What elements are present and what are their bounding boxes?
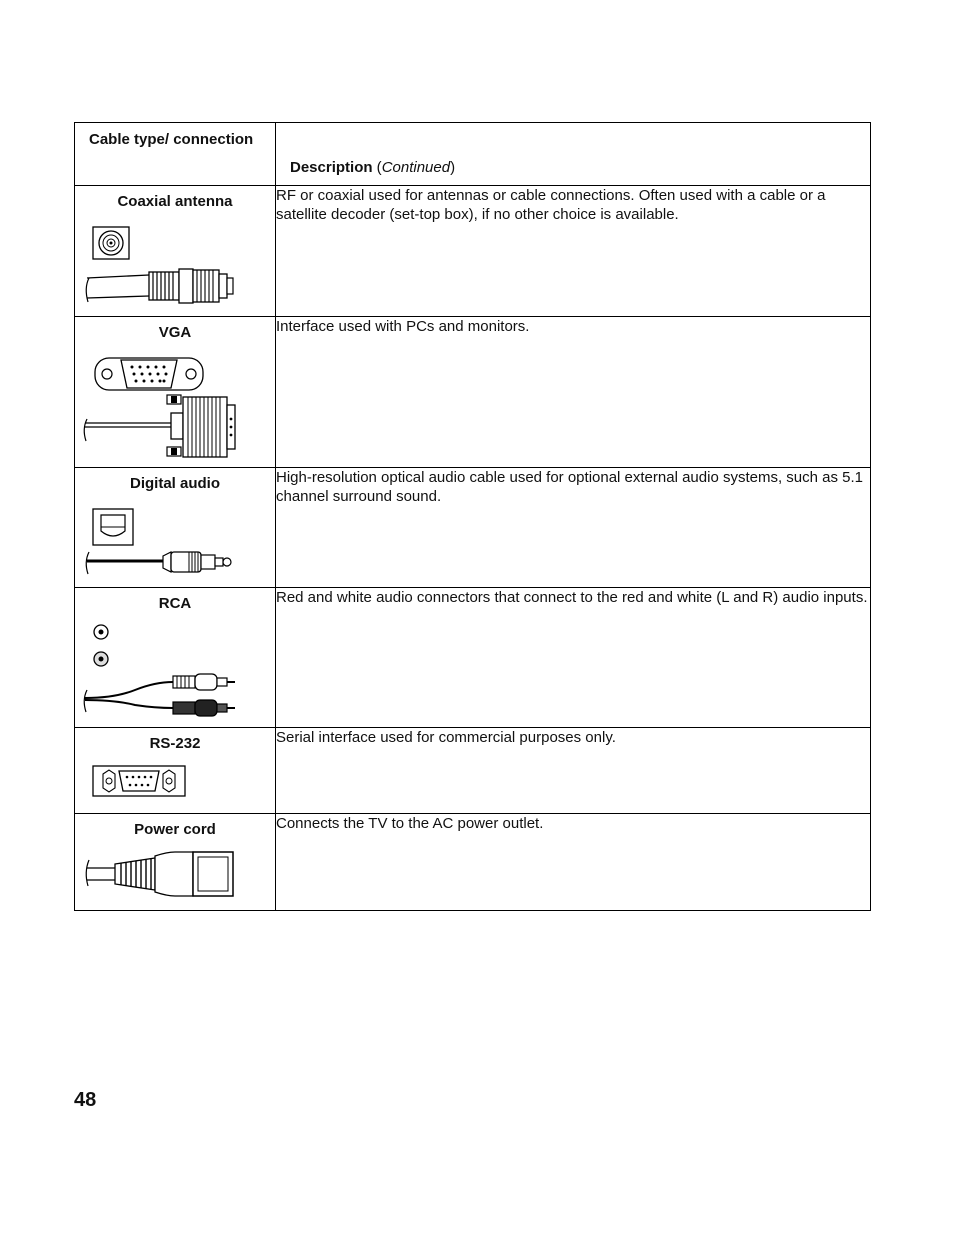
cable-type-cell xyxy=(75,468,276,588)
description-text: Connects the TV to the AC power outlet. xyxy=(276,815,544,832)
description-cell xyxy=(276,468,871,588)
cable-type-cell xyxy=(75,317,276,468)
description-header-label: Description xyxy=(290,159,373,176)
cable-type-label: Power cord xyxy=(134,821,216,838)
header-paren-open: ( xyxy=(372,159,382,176)
column-header-cable-type xyxy=(75,123,276,186)
header-paren-close: ) xyxy=(450,159,456,176)
description-text: Interface used with PCs and monitors. xyxy=(276,318,530,335)
table-row xyxy=(75,186,871,317)
rca-connector-icon xyxy=(75,612,274,722)
cable-type-label: VGA xyxy=(158,324,192,341)
cable-connections-table xyxy=(74,122,871,911)
cable-type-label: RCA xyxy=(158,595,192,612)
table-row xyxy=(75,468,871,588)
table-row xyxy=(75,317,871,468)
description-text: Serial interface used for commercial purposes only. xyxy=(276,729,616,746)
description-text: RF or coaxial used for antennas or cable connections. Often used with a cable or a satellite decoder (set-top box), if no other choice is available. xyxy=(276,187,826,223)
description-cell xyxy=(276,186,871,317)
cable-type-cell xyxy=(75,728,276,814)
table-row xyxy=(75,728,871,814)
cable-type-cell xyxy=(75,186,276,317)
continued-label: Continued xyxy=(381,159,451,176)
coaxial-connector-icon xyxy=(75,210,274,310)
optical-audio-connector-icon xyxy=(75,492,274,582)
rs232-connector-icon xyxy=(75,752,274,812)
cable-type-label: Coaxial antenna xyxy=(117,193,233,210)
cable-type-cell xyxy=(75,814,276,911)
cable-type-cell xyxy=(75,588,276,728)
page-number: 48 xyxy=(74,1089,97,1111)
cable-type-header-label: Cable type/ connection xyxy=(89,131,254,148)
table-row xyxy=(75,588,871,728)
power-cord-icon xyxy=(75,838,274,908)
cable-type-label: Digital audio xyxy=(130,475,220,492)
table-row xyxy=(75,814,871,911)
table-header-row xyxy=(75,123,871,186)
description-cell xyxy=(276,588,871,728)
description-text: Red and white audio connectors that connect to the red and white (L and R) audio inputs. xyxy=(276,589,868,606)
column-header-description xyxy=(276,123,871,186)
description-cell xyxy=(276,814,871,911)
description-cell xyxy=(276,317,871,468)
description-cell xyxy=(276,728,871,814)
cable-type-label: RS-232 xyxy=(149,735,201,752)
description-text: High-resolution optical audio cable used for optional external audio systems, such as 5.1 channel surround sound. xyxy=(276,469,864,505)
vga-connector-icon xyxy=(75,341,274,461)
